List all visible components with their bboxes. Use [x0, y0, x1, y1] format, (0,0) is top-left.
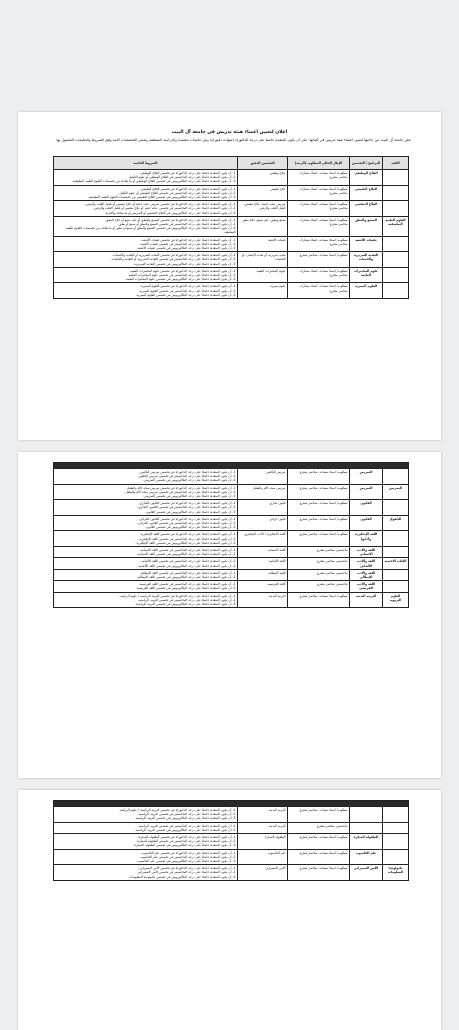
rank-cell: مطلوب/ استاذ مساعد، محاضر متفرغ [288, 834, 350, 850]
spec-cell: التربية البدنية [238, 807, 288, 823]
rank-cell: مطلوب/ استاذ مساعد، استاذ مشارك، محاضر متفرغ [288, 185, 350, 201]
rank-cell: مطلوب/ استاذ مساعد، استاذ مشارك، محاضر متفرغ [288, 170, 350, 186]
document-intro: تعلن جامعة آل البيت عن حاجتها لتعيين اعضاء هيئة تدريس في كلياتها: على ان يكون المتقدم حاصلا على درجة الدكتوراه (شهادة دكتوراه) ومن جامعات معتمدة والدراسة المنتظمة وضمن التخصصات الاتية وفق الشروط والتعليمات المعمول بها [56, 138, 411, 142]
table-row [53, 865, 408, 881]
table-row [54, 185, 409, 201]
rank-cell: مطلوب/ استاذ مساعد، محاضر متفرغ [288, 592, 350, 608]
faculty-cell [383, 469, 409, 485]
conditions-cell [54, 236, 238, 252]
faculty-cell [383, 547, 409, 558]
faculty-cell [383, 185, 409, 201]
condition-line: 1- أن يكون المتقدم حاصلا على درجة الدكتوراه في تخصص العلوم البصرية. [139, 284, 236, 289]
condition-line: 2- أن يكون المتقدم حاصلا على درجة الماجستير في تخصص العلوم البصرية. [138, 288, 236, 293]
condition-line: 2- أن يكون المتقدم حاصلا على درجة الماجستير في تخصص القانون التجاري. [137, 505, 236, 510]
spec-cell: علوم بصرية [238, 283, 288, 299]
spec-cell: تمريض صحة الأم والطفل [238, 484, 288, 500]
condition-line: 2- أن يكون المتقدم حاصلا على درجة الماجستير في تخصص اللغة الإنجليزية. [138, 536, 236, 541]
condition-line: 2- أن يكون المتقدم حاصلا على درجة الماجستير في تخصص تمريض صحة الأم والطفل. [124, 489, 236, 494]
conditions-cell [53, 834, 237, 850]
spec-cell: اللغة الإيطالية [238, 569, 288, 580]
faculty-cell [383, 170, 409, 186]
condition-line: 3- أن يكون المتقدم حاصلا على درجة البكالوريوس في تخصص التمريض. [143, 478, 236, 483]
document-page-1 [18, 112, 441, 440]
table-row [53, 500, 408, 516]
condition-line: 2- أن يكون المتقدم حاصلا على درجة الماجستير في تخصص التربية الرياضية. [137, 597, 236, 602]
dept-cell: علوم المختبرات الطبية [350, 267, 383, 283]
spec-cell: التربية البدنية [238, 822, 288, 833]
rank-cell: مطلوب/ استاذ مساعد، محاضر متفرغ [288, 252, 350, 268]
condition-line: 2- أن يكون المتقدم حاصلا على درجة البكالوريوس في تخصص التربية الرياضية. [134, 827, 236, 832]
table-row [53, 569, 408, 580]
condition-line: 3- أن يكون المتقدم حاصلا على درجة البكالوريوس في تخصص التغذية السريرية. [133, 261, 236, 266]
condition-line: 1- أن يكون المتقدم حاصلا على درجة الدكتوراه في تخصص التربية الرياضية / علوم الرياضة. [118, 808, 236, 812]
table-row [53, 807, 408, 823]
condition-line: 1- أن يكون المتقدم حاصلا على درجة الدكتوراه في تخصص العلاج الطبيعي. [139, 186, 236, 191]
faculty-cell [383, 569, 409, 580]
conditions-cell [53, 865, 237, 881]
spec-cell: تغذية سريرية، أو تغذية الإنسان، أو الحميات [238, 252, 288, 268]
condition-line: 2- أن يكون المتقدم حاصلا على درجة الماجستير في تخصص القانون الجزائي. [137, 521, 236, 526]
spec-cell: قانون جزائي [238, 515, 288, 531]
table-row [54, 252, 409, 268]
header-conditions: الشروط الخاصة [54, 157, 238, 170]
condition-line: 2- أن يكون المتقدم حاصلا على درجة الماجستير في تخصص السمع والنطق أو سمع أو نطق. [118, 222, 236, 227]
rank-cell: مطلوب/ استاذ مساعد، محاضر متفرغ [288, 515, 350, 531]
condition-line: 1- أن يكون المتقدم حاصلا على درجة الدكتوراه في تخصص علوم المختبرات الطبية. [129, 268, 236, 273]
table-row [53, 558, 408, 569]
faculty-cell [383, 283, 409, 299]
condition-line: 1- أن يكون المتقدم حاصلا على درجة الماجستير في تخصص اللغة الإيطالية. [139, 570, 236, 575]
condition-line: 3- أن يكون المتقدم حاصلا على درجة البكالوريوس في تخصص علوم المختبرات الطبية. [124, 277, 236, 282]
document-title: اعلان لتعيين اعضاء هيئة تدريس في جامعة آل البيت [171, 130, 288, 135]
condition-line: 1- أن يكون المتقدم حاصلا على درجة الدكتوراه في تخصص اللغة الإنجليزية. [139, 532, 236, 537]
spec-cell: تمريض البالغين [238, 469, 288, 485]
conditions-cell [53, 469, 237, 485]
dept-cell: اللغة الإنجليزية وآدابها [350, 531, 383, 547]
dept-cell: علم الحاسوب [350, 849, 383, 865]
table-row [53, 531, 408, 547]
dept-cell: الأمن السيبراني [350, 865, 383, 881]
dept-cell: القانون [350, 500, 383, 516]
table-row [53, 822, 408, 833]
positions-table [53, 156, 409, 299]
condition-line: 3- أن يكون المتقدم حاصلا على درجة البكالوريوس في تخصص العلاج الطبيعي من تخصصات العلوم الطبية التطبيقية. [87, 195, 236, 200]
rank-cell: مطلوب/ استاذ مساعد، استاذ مشارك، محاضر متفرغ [288, 283, 350, 299]
table-row [54, 216, 409, 236]
conditions-cell [54, 170, 238, 186]
positions-table [53, 800, 409, 881]
spec-cell: قانون تجاري [238, 500, 288, 516]
rank-cell: مطلوب/ استاذ مساعد، محاضر متفرغ [288, 484, 350, 500]
table-row [53, 849, 408, 865]
rank-cell: مطلوب/ استاذ مساعد، محاضر متفرغ [288, 849, 350, 865]
condition-line: 1- أن يكون المتقدم حاصلا على درجة الدكتوراه في تخصص القانون التجاري. [138, 501, 236, 506]
condition-line: 1- أن يكون المتقدم حاصلا على درجة الماجستير في تخصص اللغة الاسبانية. [139, 548, 236, 553]
condition-line: 2- أن يكون المتقدم حاصلا على درجة الماجستير في تخصص علوم المختبرات الطبية. [127, 273, 236, 278]
dept-cell: العلاج الوظيفي [350, 170, 383, 186]
table-row [53, 834, 408, 850]
condition-line: 1- أن يكون المتقدم حاصلا على درجة الدكتوراه في تخصص علم الحاسوب. [140, 850, 236, 855]
faculty-cell [383, 252, 409, 268]
condition-line: 3- أن يكون المتقدم حاصلا على درجة البكالوريوس في تخصص علم الحاسوب. [136, 859, 236, 864]
dept-cell: العلاج التنفسي [350, 201, 383, 217]
spec-cell: الطفولة المبكرة [238, 834, 288, 850]
dept-cell: السمع والنطق [350, 216, 383, 236]
conditions-cell [53, 515, 237, 531]
table-row [54, 267, 409, 283]
document-page-3 [18, 790, 441, 1030]
table-row [54, 236, 409, 252]
condition-line: 3- أن يكون المتقدم حاصلا على درجة البكالوريوس في تخصص اللغة الإنجليزية. [135, 540, 236, 545]
dept-cell: التربية البدنية [350, 592, 383, 608]
rank-cell: مطلوب/ استاذ مساعد، محاضر متفرغ [288, 531, 350, 547]
rank-cell: ماجستير، محاضر متفرغ [288, 822, 350, 833]
conditions-cell [54, 283, 238, 299]
table-row [53, 592, 408, 608]
condition-line: 1- أن يكون المتقدم حاصلا على درجة الدكتوراه في تخصص التربية الرياضية / علوم الرياضة. [118, 593, 236, 598]
rank-cell: مطلوب/ استاذ مساعد، استاذ مشارك، محاضر متفرغ [288, 267, 350, 283]
spec-cell: اللغة الفرنسية [238, 581, 288, 592]
condition-line: 3- أن يكون المتقدم حاصلا على درجة البكالوريوس في تخصص القانون. [145, 509, 236, 514]
rank-cell: ماجستير، محاضر متفرغ [288, 569, 350, 580]
faculty-cell [383, 531, 409, 547]
conditions-cell [54, 201, 238, 217]
conditions-cell [53, 592, 237, 608]
condition-line: 2- أن يكون المتقدم حاصلا على درجة الماجستير في تخصص التغذية السريرية أو التغذية والحميات. [110, 257, 236, 262]
faculty-cell: اللغات الاجنبية [383, 558, 409, 569]
dept-cell: اللغة والأدب الفرنسي [350, 581, 383, 592]
spec-cell: تقنيات الأشعة [238, 236, 288, 252]
conditions-cell [53, 500, 237, 516]
table-row [53, 469, 408, 485]
dept-cell: اللغة والأدب الاسباني [350, 547, 383, 558]
spec-cell: علاج طبيعي [238, 185, 288, 201]
condition-line: 2- أن يكون المتقدم حاصلا على درجة الماجستير في العلاج الوظيفي أو علوم التأهيل. [127, 175, 236, 180]
rank-cell: مطلوب/ استاذ مساعد، استاذ مشارك، محاضر متفرغ [288, 201, 350, 217]
faculty-cell [383, 201, 409, 217]
dept-cell: التغذية السريرية والحميات [350, 252, 383, 268]
faculty-cell: التمريض [383, 484, 409, 500]
dept-cell: اللغة والأدب الإيطالي [350, 569, 383, 580]
rank-cell: مطلوب/ استاذ مساعد، محاضر متفرغ [288, 807, 350, 823]
condition-line: 2- أن يكون المتقدم حاصلا على درجة الماجستير في تخصص تقنيات الأشعة. [139, 241, 236, 246]
conditions-cell [53, 547, 237, 558]
spec-cell: اللغة الاسبانية [238, 547, 288, 558]
rank-cell: مطلوب/ استاذ مساعد، محاضر متفرغ [288, 469, 350, 485]
dept-cell [350, 807, 383, 823]
spec-cell: التربية البدنية [238, 592, 288, 608]
faculty-cell [383, 581, 409, 592]
conditions-cell [53, 807, 237, 823]
condition-line: 1- أن يكون المتقدم حاصلا على درجة الدكتوراه في تخصص القانون الجزائي. [138, 516, 236, 521]
dept-cell: التمريض [350, 484, 383, 500]
spec-cell: تمريض عناية حثيثة، علاج تنفسي، تأهيل القلب والرئتين [238, 201, 288, 217]
table-row [53, 547, 408, 558]
condition-line: 3- أن يكون المتقدم حاصلا على درجة البكالوريوس في تخصص التمريض. [143, 494, 236, 499]
table-body [53, 807, 408, 881]
rank-cell: ماجستير، محاضر متفرغ [288, 581, 350, 592]
faculty-cell [383, 807, 409, 823]
condition-line: 1- أن يكون المتقدم حاصلا على درجة الدكتوراه في تخصص تمريض صحة الأم والطفل. [125, 485, 236, 490]
condition-line: 3- أن يكون المتقدم حاصلا على درجة البكالوريوس في تخصص العلوم البصرية. [135, 292, 236, 297]
condition-line: 2- أن يكون المتقدم حاصلا على درجة البكالوريوس في تخصص اللغة الإيطالية. [136, 575, 236, 580]
table-row [54, 283, 409, 299]
rank-cell: مطلوب/ استاذ مساعد، استاذ مشارك، محاضر متفرغ [288, 236, 350, 252]
condition-line: 3- أن يكون المتقدم حاصلا على درجة البكالوريوس في تخصص الطفولة المبكرة. [133, 843, 236, 848]
condition-line: 3- أن يكون المتقدم حاصلا على درجة البكالوريوس في تخصص القانون. [145, 525, 236, 530]
condition-line: 1- أن يكون المتقدم حاصلا على درجة الماجستير في تخصص اللغة الفرنسية. [138, 582, 236, 587]
condition-line: 1- أن يكون المتقدم حاصلا على درجة الدكتوراه في تخصص تقنيات الأشعة. [140, 237, 236, 242]
rank-cell: مطلوب/ استاذ مساعد، محاضر متفرغ [288, 500, 350, 516]
rank-cell: ماجستير، محاضر متفرغ [288, 547, 350, 558]
faculty-cell: الحقوق [383, 515, 409, 531]
condition-line: 3- أن يكون المتقدم حاصلا على درجة البكالوريوس في تخصص التربية الرياضية. [134, 602, 236, 607]
dept-cell: العلوم البصرية [350, 283, 383, 299]
condition-line: 2- أن يكون المتقدم حاصلا على درجة الماجستير في تخصص التربية الرياضية. [137, 812, 236, 817]
conditions-cell [53, 849, 237, 865]
table-row [53, 484, 408, 500]
condition-line: 2- أن يكون المتقدم حاصلا على درجة البكالوريوس في تخصص اللغة الاسبانية. [136, 552, 236, 557]
condition-line: 2- أن يكون المتقدم حاصلا على درجة الماجستير في تخصص الأمن السيبراني. [136, 870, 236, 875]
faculty-cell [383, 236, 409, 252]
dept-cell [350, 822, 383, 833]
rank-cell: مطلوب/ استاذ مساعد، استاذ مشارك، محاضر متفرغ [288, 216, 350, 236]
dept-cell: القانون [350, 515, 383, 531]
spec-cell: الأمن السيبراني [238, 865, 288, 881]
conditions-cell [54, 216, 238, 236]
condition-line: 1- أن يكون المتقدم حاصلا على درجة الدكتوراه في تخصص تمريض عناية حثيثة أو علاج تنفسي أو تأهيل القلب والرئتين. [84, 202, 236, 207]
condition-line: 3- أن يكون المتقدم حاصلا على درجة البكالوريوس في العلاج التنفسي أو التمريض أو ما يعادله والخبرة. [104, 210, 236, 215]
table-row [53, 515, 408, 531]
spec-cell: علوم المختبرات الطبية [238, 267, 288, 283]
positions-table [53, 462, 409, 608]
rank-cell: ماجستير، محاضر متفرغ [288, 558, 350, 569]
conditions-cell [53, 484, 237, 500]
condition-line: 2- أن يكون المتقدم حاصلا على درجة الماجستير في تخصص الطفولة المبكرة. [136, 839, 236, 844]
condition-line: 3- أن يكون المتقدم حاصلا على درجة البكالوريوس في تخصص العلاج الوظيفي أو ما يعادله من تخصصات العلوم الطبية التطبيقية. [71, 179, 236, 184]
condition-line: 1- أن يكون المتقدم حاصلا على درجة الماجستير في تخصص اللغة الألمانية. [140, 559, 236, 564]
document-page-2 [18, 452, 441, 778]
conditions-cell [53, 558, 237, 569]
condition-line: 3- أن يكون المتقدم حاصلا على درجة البكالوريوس في تخصص التربية الرياضية. [134, 816, 236, 821]
condition-line: 2- أن يكون المتقدم حاصلا على درجة البكالوريوس في تخصص اللغة الألمانية. [137, 563, 236, 568]
faculty-cell [383, 500, 409, 516]
header-spec: التخصص الدقيق [238, 157, 288, 170]
condition-line: 2- أن يكون المتقدم حاصلا على درجة الماجستير في تخصص علم الحاسوب. [139, 854, 236, 859]
faculty-cell [383, 822, 409, 833]
spec-cell: علاج وظيفي [238, 170, 288, 186]
faculty-cell [383, 834, 409, 850]
conditions-cell [53, 531, 237, 547]
conditions-cell [53, 822, 237, 833]
header-faculty: الكلية [383, 157, 409, 170]
condition-line: 1- أن يكون المتقدم حاصلا على درجة الماجستير في تخصص التربية الرياضية. [137, 823, 236, 828]
conditions-cell [54, 185, 238, 201]
dept-cell: التمريض [350, 469, 383, 485]
spec-cell: اللغة الانجليزية / الأدب الإنجليزي [238, 531, 288, 547]
condition-line: 1- أن يكون المتقدم حاصلا على درجة الدكتوراه في تخصص التغذية السريرية أو التغذية والحميات. [112, 253, 236, 258]
conditions-cell [53, 569, 237, 580]
table-row [54, 201, 409, 217]
condition-line: 2- أن يكون المتقدم حاصلا على درجة الماجستير في تخصص عناية حثيثة أو علاج تنفسي أو تأهيل القلب والرئتين. [93, 206, 236, 211]
table-body [53, 469, 408, 608]
spec-cell: سمع ونطق، علم سمع، علاج نطق [238, 216, 288, 236]
table-row [54, 170, 409, 186]
condition-line: 3- أن يكون المتقدم حاصلا على درجة البكالوريوس في تخصص تكنولوجيا المعلومات. [128, 874, 236, 879]
condition-line: 3- أن يكون المتقدم حاصلا على درجة البكالوريوس في تخصص السمع والنطق أو سمع أو نطق أو ما يعادله من تخصصات العلوم الطبية التطبيقية. [65, 226, 236, 235]
condition-line: 1- أن يكون المتقدم حاصلا على درجة الدكتوراه في تخصص الطفولة المبكرة. [137, 835, 236, 840]
spec-cell: اللغة الألمانية [238, 558, 288, 569]
dept-cell: تقنيات الأشعة [350, 236, 383, 252]
rank-cell: مطلوب/ استاذ مساعد، محاضر متفرغ [288, 865, 350, 881]
conditions-cell [54, 252, 238, 268]
condition-line: 1- أن يكون المتقدم حاصلا على درجة الدكتوراه في تخصص الأمن السيبراني. [138, 866, 236, 871]
faculty-cell [383, 267, 409, 283]
dept-cell: العلاج الطبيعي [350, 185, 383, 201]
table-body [54, 170, 409, 299]
condition-line: 2- أن يكون المتقدم حاصلا على درجة الماجستير في تخصص العلاج الطبيعي أو علوم التأهيل. [118, 190, 236, 195]
dept-cell: اللغة والأدب الألماني [350, 558, 383, 569]
faculty-cell: العلوم التربوية [383, 592, 409, 608]
header-rank: الإطار الحالي المطلوب (الرتبة) [288, 157, 350, 170]
faculty-cell: العلوم الطبية التطبيقية [383, 216, 409, 236]
condition-line: 1- أن يكون المتقدم حاصلا على درجة الدكتوراه في تخصص تمريض البالغين. [138, 470, 236, 474]
condition-line: 2- أن يكون المتقدم حاصلا على درجة البكالوريوس في تخصص اللغة الفرنسية. [135, 586, 236, 591]
condition-line: 1- أن يكون المتقدم حاصلا على درجة الدكتوراه في تخصص العلاج الوظيفي. [139, 171, 236, 175]
header-dept: البرنامج / التخصص [350, 157, 383, 170]
conditions-cell [53, 581, 237, 592]
faculty-cell [383, 849, 409, 865]
condition-line: 3- أن يكون المتقدم حاصلا على درجة البكالوريوس في تخصص تقنيات الأشعة. [136, 246, 236, 251]
condition-line: 1- أن يكون المتقدم حاصلا على درجة الدكتوراه في تخصص السمع والنطق أو علم سمع أو علاج النطق. [104, 217, 236, 222]
conditions-cell [54, 267, 238, 283]
spec-cell: علم الحاسوب [238, 849, 288, 865]
table-row [53, 581, 408, 592]
condition-line: 2- أن يكون المتقدم حاصلا على درجة الماجستير في تخصص تمريض البالغين. [137, 474, 236, 479]
faculty-cell: تكنولوجيا المعلومات [383, 865, 409, 881]
dept-cell: الطفولة المبكرة [350, 834, 383, 850]
